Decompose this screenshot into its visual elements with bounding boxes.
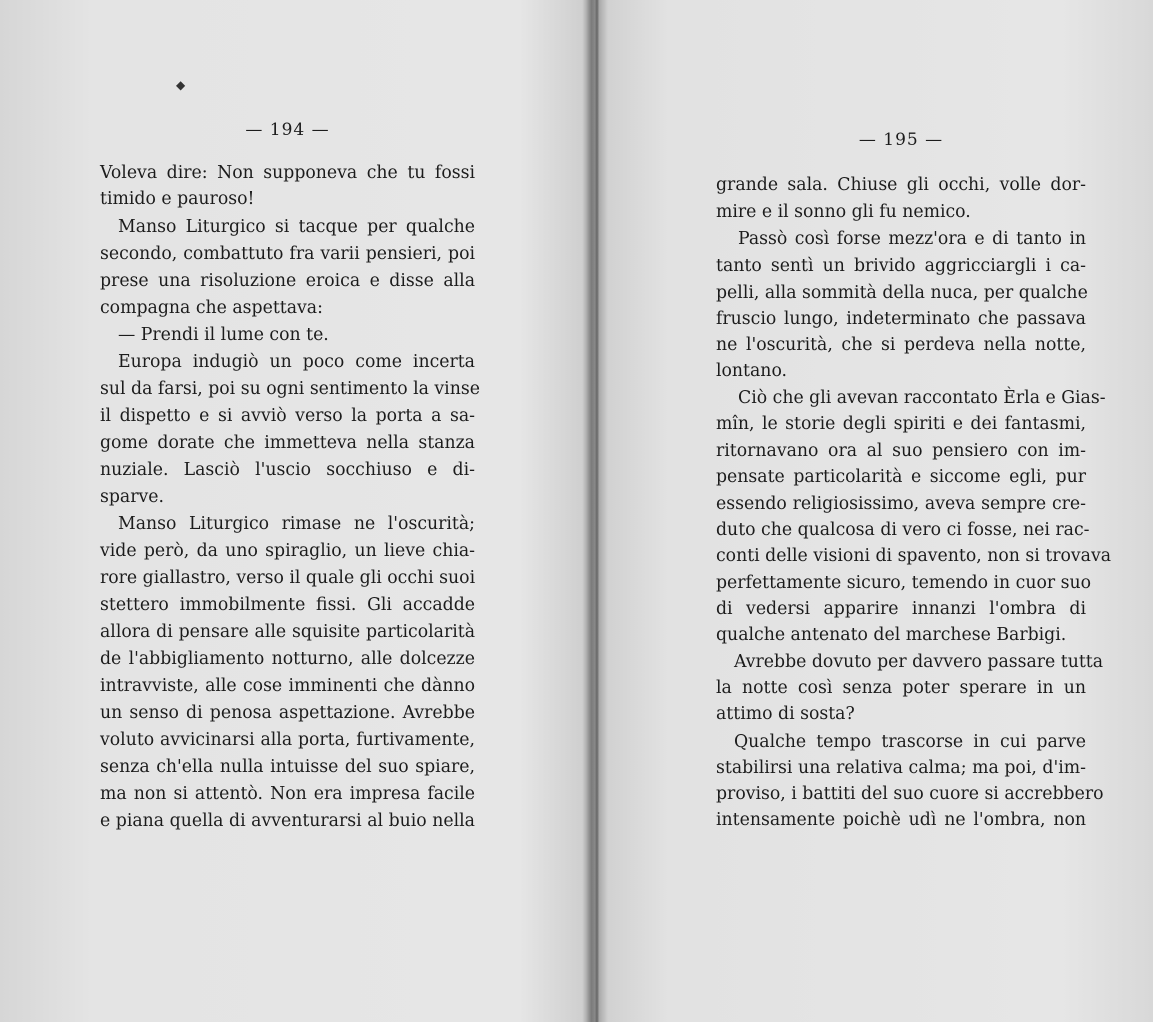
text-line: vide però, da uno spiraglio, un lieve chia- (100, 541, 475, 561)
text-line: Europa indugiò un poco come incerta (118, 352, 475, 372)
text-line: sul da farsi, poi su ogni sentimento la vinse (100, 379, 480, 399)
left-page (100, 0, 480, 1022)
text-line: attimo di sosta? (716, 704, 855, 724)
text-line: Manso Liturgico si tacque per qualche (118, 217, 475, 237)
text-line: ma non si attentò. Non era impresa facile (100, 784, 475, 804)
text-line: essendo religiosissimo, aveva sempre cre- (716, 494, 1086, 514)
text-line: lontano. (716, 361, 788, 381)
text-line: e piana quella di avventurarsi al buio nella (100, 811, 475, 831)
text-line: duto che qualcosa di vero ci fosse, nei rac- (716, 520, 1090, 540)
text-line: — Prendi il lume con te. (118, 325, 329, 345)
text-line: la notte così senza poter sperare in un (716, 678, 1086, 698)
text-line: rore giallastro, verso il quale gli occhi suoi (100, 568, 476, 588)
text-line: grande sala. Chiuse gli occhi, volle dor- (716, 175, 1086, 195)
page-number: — 194 — (245, 120, 330, 140)
text-line: mire e il sonno gli fu nemico. (716, 202, 971, 222)
ink-mark: ◆ (176, 78, 186, 92)
text-line: senza ch'ella nulla intuisse del suo spiare, (100, 757, 475, 777)
text-line: proviso, i battiti del suo cuore si accrebbero (716, 784, 1104, 804)
text-line: stabilirsi una relativa calma; ma poi, d'im- (716, 758, 1086, 778)
text-line: timido e pauroso! (100, 189, 255, 209)
text-line: Ciò che gli avevan raccontato Èrla e Gias- (738, 388, 1106, 408)
text-line: ritornavano ora al suo pensiero con im- (716, 441, 1086, 461)
text-line: Qualche tempo trascorse in cui parve (734, 732, 1086, 752)
text-line: qualche antenato del marchese Barbigi. (716, 625, 1067, 645)
text-line: prese una risoluzione eroica e disse alla (100, 271, 475, 291)
text-line: ne l'oscurità, che si perdeva nella notte, (716, 335, 1086, 355)
text-line: Avrebbe dovuto per davvero passare tutta (734, 652, 1104, 672)
text-line: tanto sentì un brivido aggricciargli i ca- (716, 256, 1086, 276)
text-line: stettero immobilmente fissi. Gli accadde (100, 595, 475, 615)
text-line: gome dorate che immetteva nella stanza (100, 433, 475, 453)
text-line: pelli, alla sommità della nuca, per qualche (716, 283, 1088, 303)
text-line: de l'abbigliamento notturno, alle dolcezze (100, 649, 475, 669)
text-line: Manso Liturgico rimase ne l'oscurità; (118, 514, 475, 534)
text-line: intravviste, alle cose imminenti che dànno (100, 676, 475, 696)
text-line: di vedersi apparire innanzi l'ombra di (716, 599, 1086, 619)
right-page (716, 0, 1112, 1022)
book-gutter (586, 0, 608, 1022)
text-line: perfettamente sicuro, temendo in cuor suo (716, 573, 1092, 593)
text-line: sparve. (100, 487, 164, 507)
text-line: Voleva dire: Non supponeva che tu fossi (100, 163, 475, 183)
text-line: voluto avvicinarsi alla porta, furtivamente, (100, 730, 475, 750)
text-line: secondo, combattuto fra varii pensieri, poi (100, 244, 475, 264)
text-line: pensate particolarità e siccome egli, pur (716, 467, 1086, 487)
text-line: Passò così forse mezz'ora e di tanto in (738, 229, 1086, 249)
page-number: — 195 — (858, 130, 944, 150)
text-line: conti delle visioni di spavento, non si trovava (716, 546, 1112, 566)
text-line: allora di pensare alle squisite particolarità (100, 622, 475, 642)
text-line: fruscio lungo, indeterminato che passava (716, 309, 1086, 329)
text-line: intensamente poichè udì ne l'ombra, non (716, 810, 1086, 830)
text-line: mîn, le storie degli spiriti e dei fantasmi, (716, 414, 1086, 434)
text-line: un senso di penosa aspettazione. Avrebbe (100, 703, 475, 723)
text-line: nuziale. Lasciò l'uscio socchiuso e di- (100, 460, 475, 480)
text-line: compagna che aspettava: (100, 298, 323, 318)
text-line: il dispetto e si avviò verso la porta a sa- (100, 406, 475, 426)
